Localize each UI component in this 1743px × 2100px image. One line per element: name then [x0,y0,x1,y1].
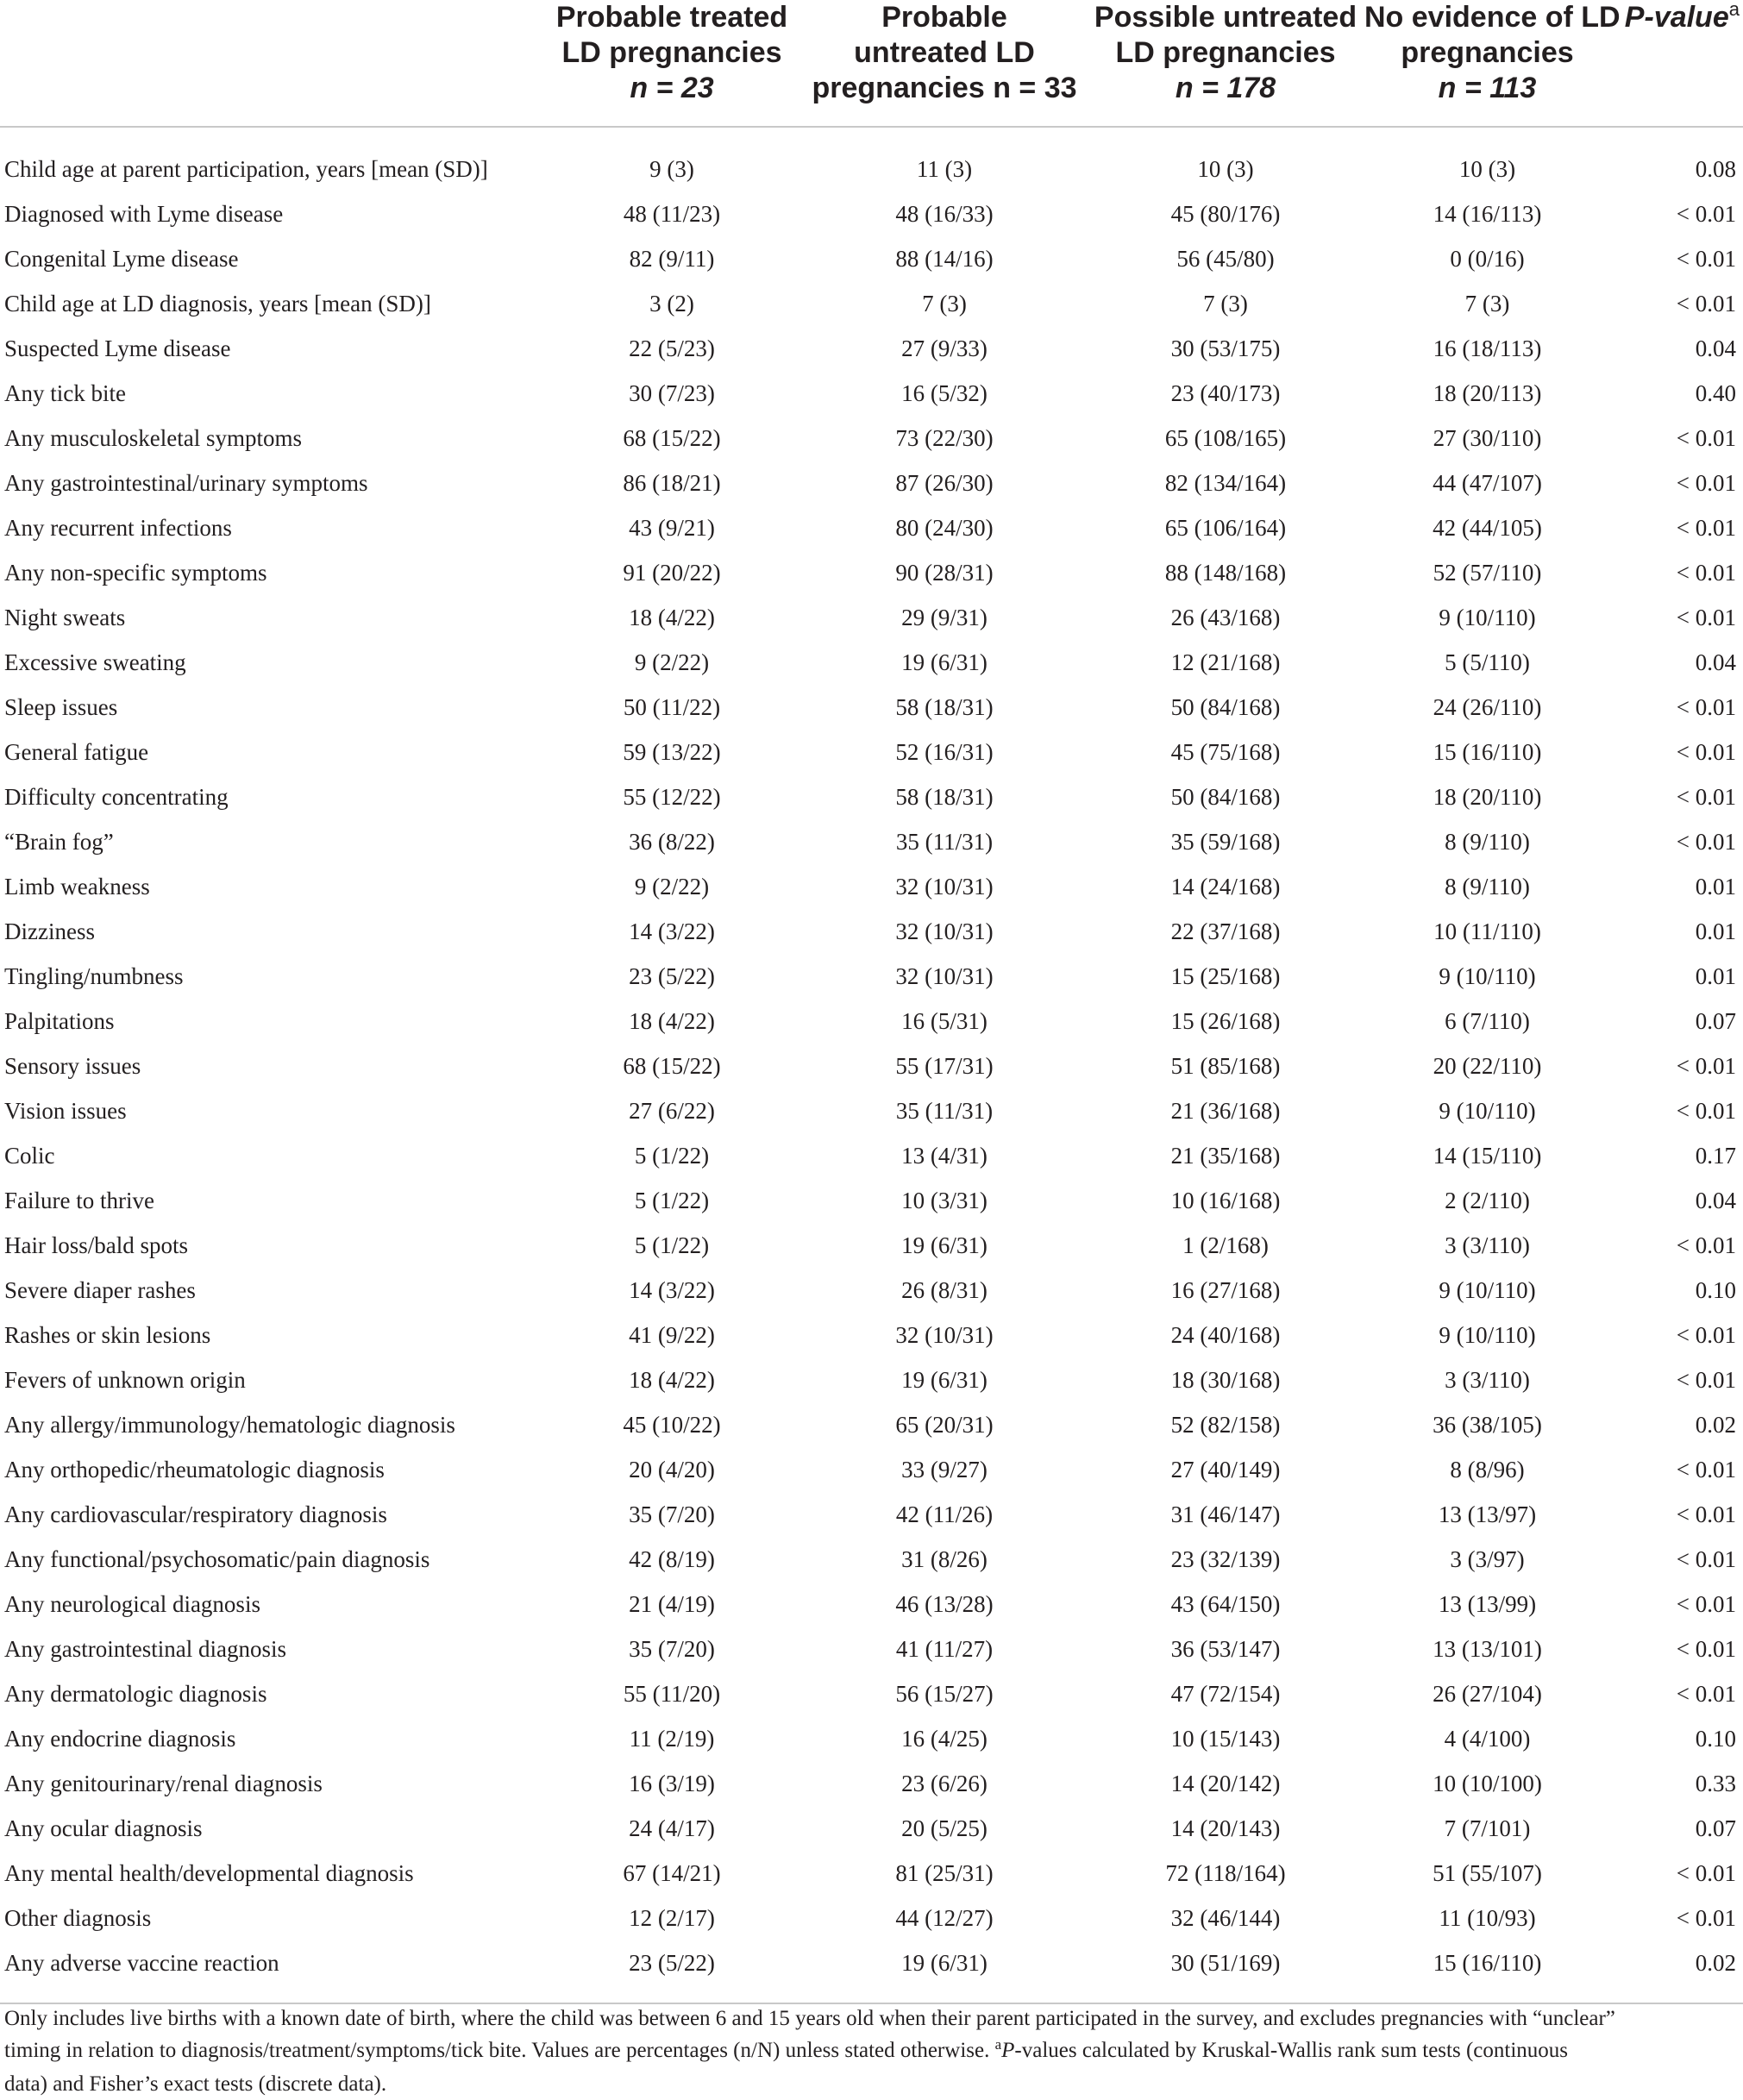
probable-treated-value: 11 (2/19) [629,1726,715,1752]
no-evidence-value: 51 (55/107) [1433,1860,1542,1886]
table-row [0,1402,1743,1447]
table-row [0,685,1743,730]
no-evidence-value: 4 (4/100) [1444,1726,1531,1752]
no-evidence-value: 15 (16/110) [1433,739,1542,765]
possible-untreated-value: 82 (134/164) [1164,470,1287,496]
table-row [0,550,1743,595]
p-value: 0.07 [1695,1815,1736,1841]
header-possible-untreated: Possible untreated LD pregnancies n = 178 [1087,0,1364,127]
probable-untreated-value: 16 (5/31) [901,1008,987,1034]
table-row [0,191,1743,236]
possible-untreated-value: 15 (26/168) [1170,1008,1281,1034]
no-evidence-value: 10 (10/100) [1433,1771,1542,1796]
possible-untreated-value: 18 (30/168) [1170,1367,1281,1393]
row-label: Child age at parent participation, years [mean (SD)] [4,156,488,182]
probable-untreated-value: 55 (17/31) [895,1053,994,1079]
probable-untreated-value: 23 (6/26) [901,1771,987,1796]
table-row [0,1044,1743,1088]
p-value: < 0.01 [1676,1098,1736,1124]
p-value: 0.07 [1695,1008,1736,1034]
possible-untreated-value: 16 (27/168) [1170,1277,1281,1303]
probable-untreated-value: 35 (11/31) [895,829,994,855]
table-row [0,1806,1743,1851]
probable-untreated-value: 32 (10/31) [895,918,994,944]
row-label: Any musculoskeletal symptoms [4,425,302,451]
probable-untreated-value: 19 (6/31) [901,1232,987,1258]
no-evidence-value: 13 (13/97) [1438,1501,1537,1527]
no-evidence-value: 16 (18/113) [1433,335,1542,361]
possible-untreated-value: 15 (25/168) [1170,963,1281,989]
row-label: Limb weakness [4,874,150,900]
probable-treated-value: 91 (20/22) [623,560,721,586]
probable-untreated-value: 81 (25/31) [895,1860,994,1886]
probable-treated-value: 68 (15/22) [623,1053,721,1079]
no-evidence-value: 9 (10/110) [1439,1098,1536,1124]
no-evidence-value: 3 (3/97) [1450,1546,1525,1572]
probable-untreated-value: 19 (6/31) [901,649,987,675]
table-row [0,1313,1743,1357]
probable-treated-value: 68 (15/22) [623,425,721,451]
row-label: Any endocrine diagnosis [4,1726,236,1752]
p-value: 0.01 [1695,918,1736,944]
probable-treated-value: 18 (4/22) [629,1367,715,1393]
probable-untreated-value: 41 (11/27) [895,1636,994,1662]
probable-treated-value: 9 (2/22) [634,649,710,675]
row-label: Failure to thrive [4,1188,154,1213]
table-row [0,326,1743,371]
possible-untreated-value: 12 (21/168) [1170,649,1281,675]
probable-treated-value: 23 (5/22) [629,963,715,989]
probable-treated-value: 55 (12/22) [623,784,721,810]
possible-untreated-value: 14 (24/168) [1170,874,1281,900]
no-evidence-value: 9 (10/110) [1439,1322,1536,1348]
row-label: Fevers of unknown origin [4,1367,246,1393]
probable-untreated-value: 90 (28/31) [895,560,994,586]
header-probable-untreated: Probable untreated LD pregnancies n = 33 [802,0,1087,127]
row-label: Any orthopedic/rheumatologic diagnosis [4,1457,385,1483]
table-row [0,1627,1743,1671]
table-body [0,127,1743,2003]
probable-untreated-value: 33 (9/27) [901,1457,987,1483]
p-value: < 0.01 [1676,470,1736,496]
row-label: “Brain fog” [4,829,114,855]
p-value: < 0.01 [1676,1367,1736,1393]
table-row [0,954,1743,999]
table-row [0,1223,1743,1268]
probable-treated-value: 36 (8/22) [629,829,715,855]
row-label: Any tick bite [4,380,126,406]
probable-treated-value: 24 (4/17) [629,1815,715,1841]
no-evidence-value: 8 (9/110) [1445,829,1530,855]
row-label: Other diagnosis [4,1905,152,1931]
row-label: Suspected Lyme disease [4,335,231,361]
header-p-value: P-value$^a$ [1610,0,1743,127]
probable-untreated-value: 58 (18/31) [895,694,994,720]
row-label: Any gastrointestinal diagnosis [4,1636,286,1662]
table-row [0,416,1743,461]
no-evidence-value: 18 (20/110) [1433,784,1542,810]
p-value: < 0.01 [1676,1322,1736,1348]
table-row [0,371,1743,416]
no-evidence-value: 8 (9/110) [1445,874,1530,900]
no-evidence-value: 14 (16/113) [1433,201,1542,227]
possible-untreated-value: 26 (43/168) [1170,605,1281,630]
probable-treated-value: 18 (4/22) [629,605,715,630]
possible-untreated-value: 35 (59/168) [1170,829,1281,855]
no-evidence-value: 8 (8/96) [1450,1457,1525,1483]
row-label: Any gastrointestinal/urinary symptoms [4,470,368,496]
table-row [0,1537,1743,1582]
probable-treated-value: 55 (11/20) [623,1681,721,1707]
possible-untreated-value: 1 (2/168) [1182,1232,1269,1258]
possible-untreated-value: 22 (37/168) [1170,918,1281,944]
p-value: < 0.01 [1676,291,1736,317]
no-evidence-value: 27 (30/110) [1433,425,1542,451]
probable-treated-value: 14 (3/22) [629,1277,715,1303]
table-row [0,1716,1743,1761]
no-evidence-value: 18 (20/113) [1433,380,1542,406]
row-label: Difficulty concentrating [4,784,229,810]
no-evidence-value: 9 (10/110) [1439,605,1536,630]
probable-treated-value: 59 (13/22) [623,739,721,765]
p-value: < 0.01 [1676,515,1736,541]
probable-untreated-value: 27 (9/33) [901,335,987,361]
table-row [0,1088,1743,1133]
table-row [0,640,1743,685]
possible-untreated-value: 36 (53/147) [1170,1636,1281,1662]
probable-untreated-value: 58 (18/31) [895,784,994,810]
row-label: Sensory issues [4,1053,141,1079]
probable-treated-value: 5 (1/22) [634,1188,710,1213]
probable-untreated-value: 11 (3) [916,156,973,182]
probable-untreated-value: 19 (6/31) [901,1367,987,1393]
p-value: < 0.01 [1676,1591,1736,1617]
probable-treated-value: 35 (7/20) [629,1636,715,1662]
table-row [0,1178,1743,1223]
table-row [0,281,1743,326]
row-label: Dizziness [4,918,95,944]
table-row [0,774,1743,819]
row-label: Any genitourinary/renal diagnosis [4,1771,323,1796]
probable-treated-value: 27 (6/22) [629,1098,715,1124]
possible-untreated-value: 10 (3) [1197,156,1254,182]
possible-untreated-value: 10 (15/143) [1170,1726,1281,1752]
row-label: Night sweats [4,605,126,630]
p-value: 0.33 [1695,1771,1736,1796]
no-evidence-value: 52 (57/110) [1433,560,1542,586]
probable-treated-value: 43 (9/21) [629,515,715,541]
p-value: < 0.01 [1676,1053,1736,1079]
row-label: Severe diaper rashes [4,1277,196,1303]
p-value: < 0.01 [1676,1681,1736,1707]
no-evidence-value: 42 (44/105) [1433,515,1542,541]
p-value: 0.02 [1695,1950,1736,1976]
table-row [0,999,1743,1044]
table-row [0,1940,1743,2003]
probable-untreated-value: 46 (13/28) [895,1591,994,1617]
table-row [0,461,1743,505]
probable-untreated-value: 44 (12/27) [895,1905,994,1931]
probable-untreated-value: 65 (20/31) [895,1412,994,1438]
row-label: Any cardiovascular/respiratory diagnosis [4,1501,387,1527]
no-evidence-value: 5 (5/110) [1445,649,1530,675]
table-row [0,819,1743,864]
row-label: Rashes or skin lesions [4,1322,211,1348]
p-value: 0.01 [1695,963,1736,989]
p-value: < 0.01 [1676,1636,1736,1662]
no-evidence-value: 7 (7/101) [1444,1815,1531,1841]
p-value: < 0.01 [1676,246,1736,272]
probable-treated-value: 12 (2/17) [629,1905,715,1931]
table-row [0,1896,1743,1940]
p-value: 0.04 [1695,649,1736,675]
row-label: Sleep issues [4,694,118,720]
header-variable [0,0,542,127]
row-label: Excessive sweating [4,649,186,675]
probable-treated-value: 5 (1/22) [634,1232,710,1258]
probable-untreated-value: 56 (15/27) [895,1681,994,1707]
row-label: Any allergy/immunology/hematologic diagnosis [4,1412,455,1438]
table-row [0,909,1743,954]
p-value: 0.10 [1695,1277,1736,1303]
probable-treated-value: 67 (14/21) [623,1860,721,1886]
probable-untreated-value: 48 (16/33) [895,201,994,227]
probable-untreated-value: 80 (24/30) [895,515,994,541]
possible-untreated-value: 14 (20/143) [1170,1815,1281,1841]
p-value: < 0.01 [1676,739,1736,765]
probable-untreated-value: 88 (14/16) [895,246,994,272]
row-label: Colic [4,1143,55,1169]
table-row [0,1492,1743,1537]
probable-treated-value: 3 (2) [649,291,694,317]
possible-untreated-value: 32 (46/144) [1170,1905,1281,1931]
possible-untreated-value: 30 (53/175) [1170,335,1281,361]
row-label: Hair loss/bald spots [4,1232,188,1258]
no-evidence-value: 10 (3) [1458,156,1516,182]
probable-treated-value: 16 (3/19) [629,1771,715,1796]
probable-treated-value: 45 (10/22) [623,1412,721,1438]
no-evidence-value: 3 (3/110) [1445,1232,1530,1258]
footnote-line-2: timing in relation to diagnosis/treatment/symptoms/tick bite. Values are percentages (n/N) unless stated otherwise. $^a$P-values calculated by Kruskal-Wallis rank sum tests (continuous [4,2036,1568,2062]
probable-untreated-value: 32 (10/31) [895,963,994,989]
p-value: 0.08 [1695,156,1736,182]
possible-untreated-value: 30 (51/169) [1170,1950,1281,1976]
row-label: General fatigue [4,739,149,765]
probable-untreated-value: 73 (22/30) [895,425,994,451]
possible-untreated-value: 31 (46/147) [1170,1501,1281,1527]
possible-untreated-value: 7 (3) [1203,291,1248,317]
probable-treated-value: 86 (18/21) [623,470,721,496]
footnote-line-3: data) and Fisher’s exact tests (discrete data). [4,2072,387,2096]
p-value: < 0.01 [1676,1232,1736,1258]
probable-treated-value: 82 (9/11) [629,246,715,272]
no-evidence-value: 14 (15/110) [1433,1143,1542,1169]
table-row [0,1761,1743,1806]
table-row [0,1357,1743,1402]
row-label: Tingling/numbness [4,963,184,989]
no-evidence-value: 9 (10/110) [1439,963,1536,989]
p-value: < 0.01 [1676,1905,1736,1931]
p-value: < 0.01 [1676,560,1736,586]
header-probable-treated: Probable treated LD pregnancies n = 23 [542,0,802,127]
probable-treated-value: 50 (11/22) [623,694,721,720]
p-value: 0.40 [1695,380,1736,406]
probable-untreated-value: 7 (3) [922,291,967,317]
row-label: Any functional/psychosomatic/pain diagnosis [4,1546,430,1572]
no-evidence-value: 0 (0/16) [1450,246,1525,272]
p-value: 0.04 [1695,1188,1736,1213]
no-evidence-value: 6 (7/110) [1445,1008,1530,1034]
table-row [0,1582,1743,1627]
probable-treated-value: 22 (5/23) [629,335,715,361]
possible-untreated-value: 65 (108/165) [1164,425,1287,451]
no-evidence-value: 2 (2/110) [1445,1188,1530,1213]
possible-untreated-value: 21 (35/168) [1170,1143,1281,1169]
table-header [0,0,1743,127]
probable-treated-value: 21 (4/19) [629,1591,715,1617]
p-value: < 0.01 [1676,829,1736,855]
probable-treated-value: 48 (11/23) [623,201,721,227]
table-row [0,730,1743,774]
possible-untreated-value: 56 (45/80) [1176,246,1275,272]
p-value: < 0.01 [1676,1457,1736,1483]
row-label: Any mental health/developmental diagnosis [4,1860,414,1886]
no-evidence-value: 36 (38/105) [1433,1412,1542,1438]
possible-untreated-value: 45 (80/176) [1170,201,1281,227]
p-value: < 0.01 [1676,784,1736,810]
probable-treated-value: 18 (4/22) [629,1008,715,1034]
possible-untreated-value: 10 (16/168) [1170,1188,1281,1213]
no-evidence-value: 13 (13/99) [1438,1591,1537,1617]
table-row [0,864,1743,909]
table-row [0,1133,1743,1178]
probable-untreated-value: 32 (10/31) [895,1322,994,1348]
row-label: Vision issues [4,1098,127,1124]
table-row [0,1268,1743,1313]
possible-untreated-value: 43 (64/150) [1170,1591,1281,1617]
possible-untreated-value: 50 (84/168) [1170,694,1281,720]
probable-untreated-value: 42 (11/26) [895,1501,994,1527]
possible-untreated-value: 88 (148/168) [1164,560,1287,586]
table-row [0,505,1743,550]
no-evidence-value: 20 (22/110) [1433,1053,1542,1079]
table-row [0,127,1743,191]
possible-untreated-value: 52 (82/158) [1170,1412,1281,1438]
possible-untreated-value: 50 (84/168) [1170,784,1281,810]
p-value: 0.02 [1695,1412,1736,1438]
probable-untreated-value: 32 (10/31) [895,874,994,900]
probable-untreated-value: 26 (8/31) [901,1277,987,1303]
p-value: 0.10 [1695,1726,1736,1752]
p-value: < 0.01 [1676,425,1736,451]
p-value: < 0.01 [1676,1860,1736,1886]
no-evidence-value: 7 (3) [1464,291,1510,317]
probable-treated-value: 23 (5/22) [629,1950,715,1976]
probable-untreated-value: 16 (4/25) [901,1726,987,1752]
no-evidence-value: 44 (47/107) [1433,470,1542,496]
possible-untreated-value: 47 (72/154) [1170,1681,1281,1707]
no-evidence-value: 3 (3/110) [1445,1367,1530,1393]
p-value: 0.04 [1695,335,1736,361]
possible-untreated-value: 65 (106/164) [1164,515,1287,541]
row-label: Any non-specific symptoms [4,560,267,586]
no-evidence-value: 26 (27/104) [1433,1681,1542,1707]
row-label: Diagnosed with Lyme disease [4,201,284,227]
no-evidence-value: 9 (10/110) [1439,1277,1536,1303]
p-value: < 0.01 [1676,1501,1736,1527]
probable-untreated-value: 10 (3/31) [901,1188,987,1213]
possible-untreated-value: 51 (85/168) [1170,1053,1281,1079]
row-label: Any adverse vaccine reaction [4,1950,279,1976]
row-label: Child age at LD diagnosis, years [mean (SD)] [4,291,431,317]
probable-treated-value: 41 (9/22) [629,1322,715,1348]
table-row [0,1851,1743,1896]
footnote-line-1: Only includes live births with a known date of birth, where the child was between 6 and 15 years old when their parent participated in the survey, and excludes pregnancies with “unclear” [4,2007,1615,2030]
probable-treated-value: 5 (1/22) [634,1143,710,1169]
probable-treated-value: 14 (3/22) [629,918,715,944]
probable-untreated-value: 13 (4/31) [901,1143,987,1169]
row-label: Any ocular diagnosis [4,1815,203,1841]
probable-untreated-value: 16 (5/32) [901,380,987,406]
table-row [0,1447,1743,1492]
p-value: < 0.01 [1676,1546,1736,1572]
probable-treated-value: 30 (7/23) [629,380,715,406]
possible-untreated-value: 14 (20/142) [1170,1771,1281,1796]
p-value: 0.01 [1695,874,1736,900]
row-label: Any dermatologic diagnosis [4,1681,267,1707]
no-evidence-value: 10 (11/110) [1433,918,1541,944]
p-value: 0.17 [1695,1143,1736,1169]
probable-treated-value: 42 (8/19) [629,1546,715,1572]
table-row [0,595,1743,640]
row-label: Any recurrent infections [4,515,232,541]
possible-untreated-value: 21 (36/168) [1170,1098,1281,1124]
probable-untreated-value: 31 (8/26) [901,1546,987,1572]
table-footnote [4,2003,1729,2100]
probable-untreated-value: 20 (5/25) [901,1815,987,1841]
possible-untreated-value: 24 (40/168) [1170,1322,1281,1348]
probable-untreated-value: 52 (16/31) [895,739,994,765]
probable-untreated-value: 35 (11/31) [895,1098,994,1124]
probable-untreated-value: 87 (26/30) [895,470,994,496]
header-no-evidence: No evidence of LD pregnancies n = 113 [1364,0,1610,127]
table-row [0,1671,1743,1716]
no-evidence-value: 24 (26/110) [1433,694,1542,720]
row-label: Any neurological diagnosis [4,1591,260,1617]
possible-untreated-value: 23 (40/173) [1170,380,1281,406]
probable-untreated-value: 29 (9/31) [901,605,987,630]
table-row [0,236,1743,281]
p-value: < 0.01 [1676,694,1736,720]
probable-treated-value: 9 (2/22) [634,874,710,900]
p-value: < 0.01 [1676,201,1736,227]
possible-untreated-value: 27 (40/149) [1170,1457,1281,1483]
possible-untreated-value: 45 (75/168) [1170,739,1281,765]
probable-treated-value: 20 (4/20) [629,1457,715,1483]
no-evidence-value: 13 (13/101) [1433,1636,1542,1662]
probable-treated-value: 9 (3) [649,156,694,182]
no-evidence-value: 11 (10/93) [1439,1905,1536,1931]
p-value: < 0.01 [1676,605,1736,630]
possible-untreated-value: 23 (32/139) [1170,1546,1281,1572]
probable-treated-value: 35 (7/20) [629,1501,715,1527]
probable-untreated-value: 19 (6/31) [901,1950,987,1976]
possible-untreated-value: 72 (118/164) [1165,1860,1286,1886]
row-label: Congenital Lyme disease [4,246,239,272]
no-evidence-value: 15 (16/110) [1433,1950,1542,1976]
row-label: Palpitations [4,1008,115,1034]
